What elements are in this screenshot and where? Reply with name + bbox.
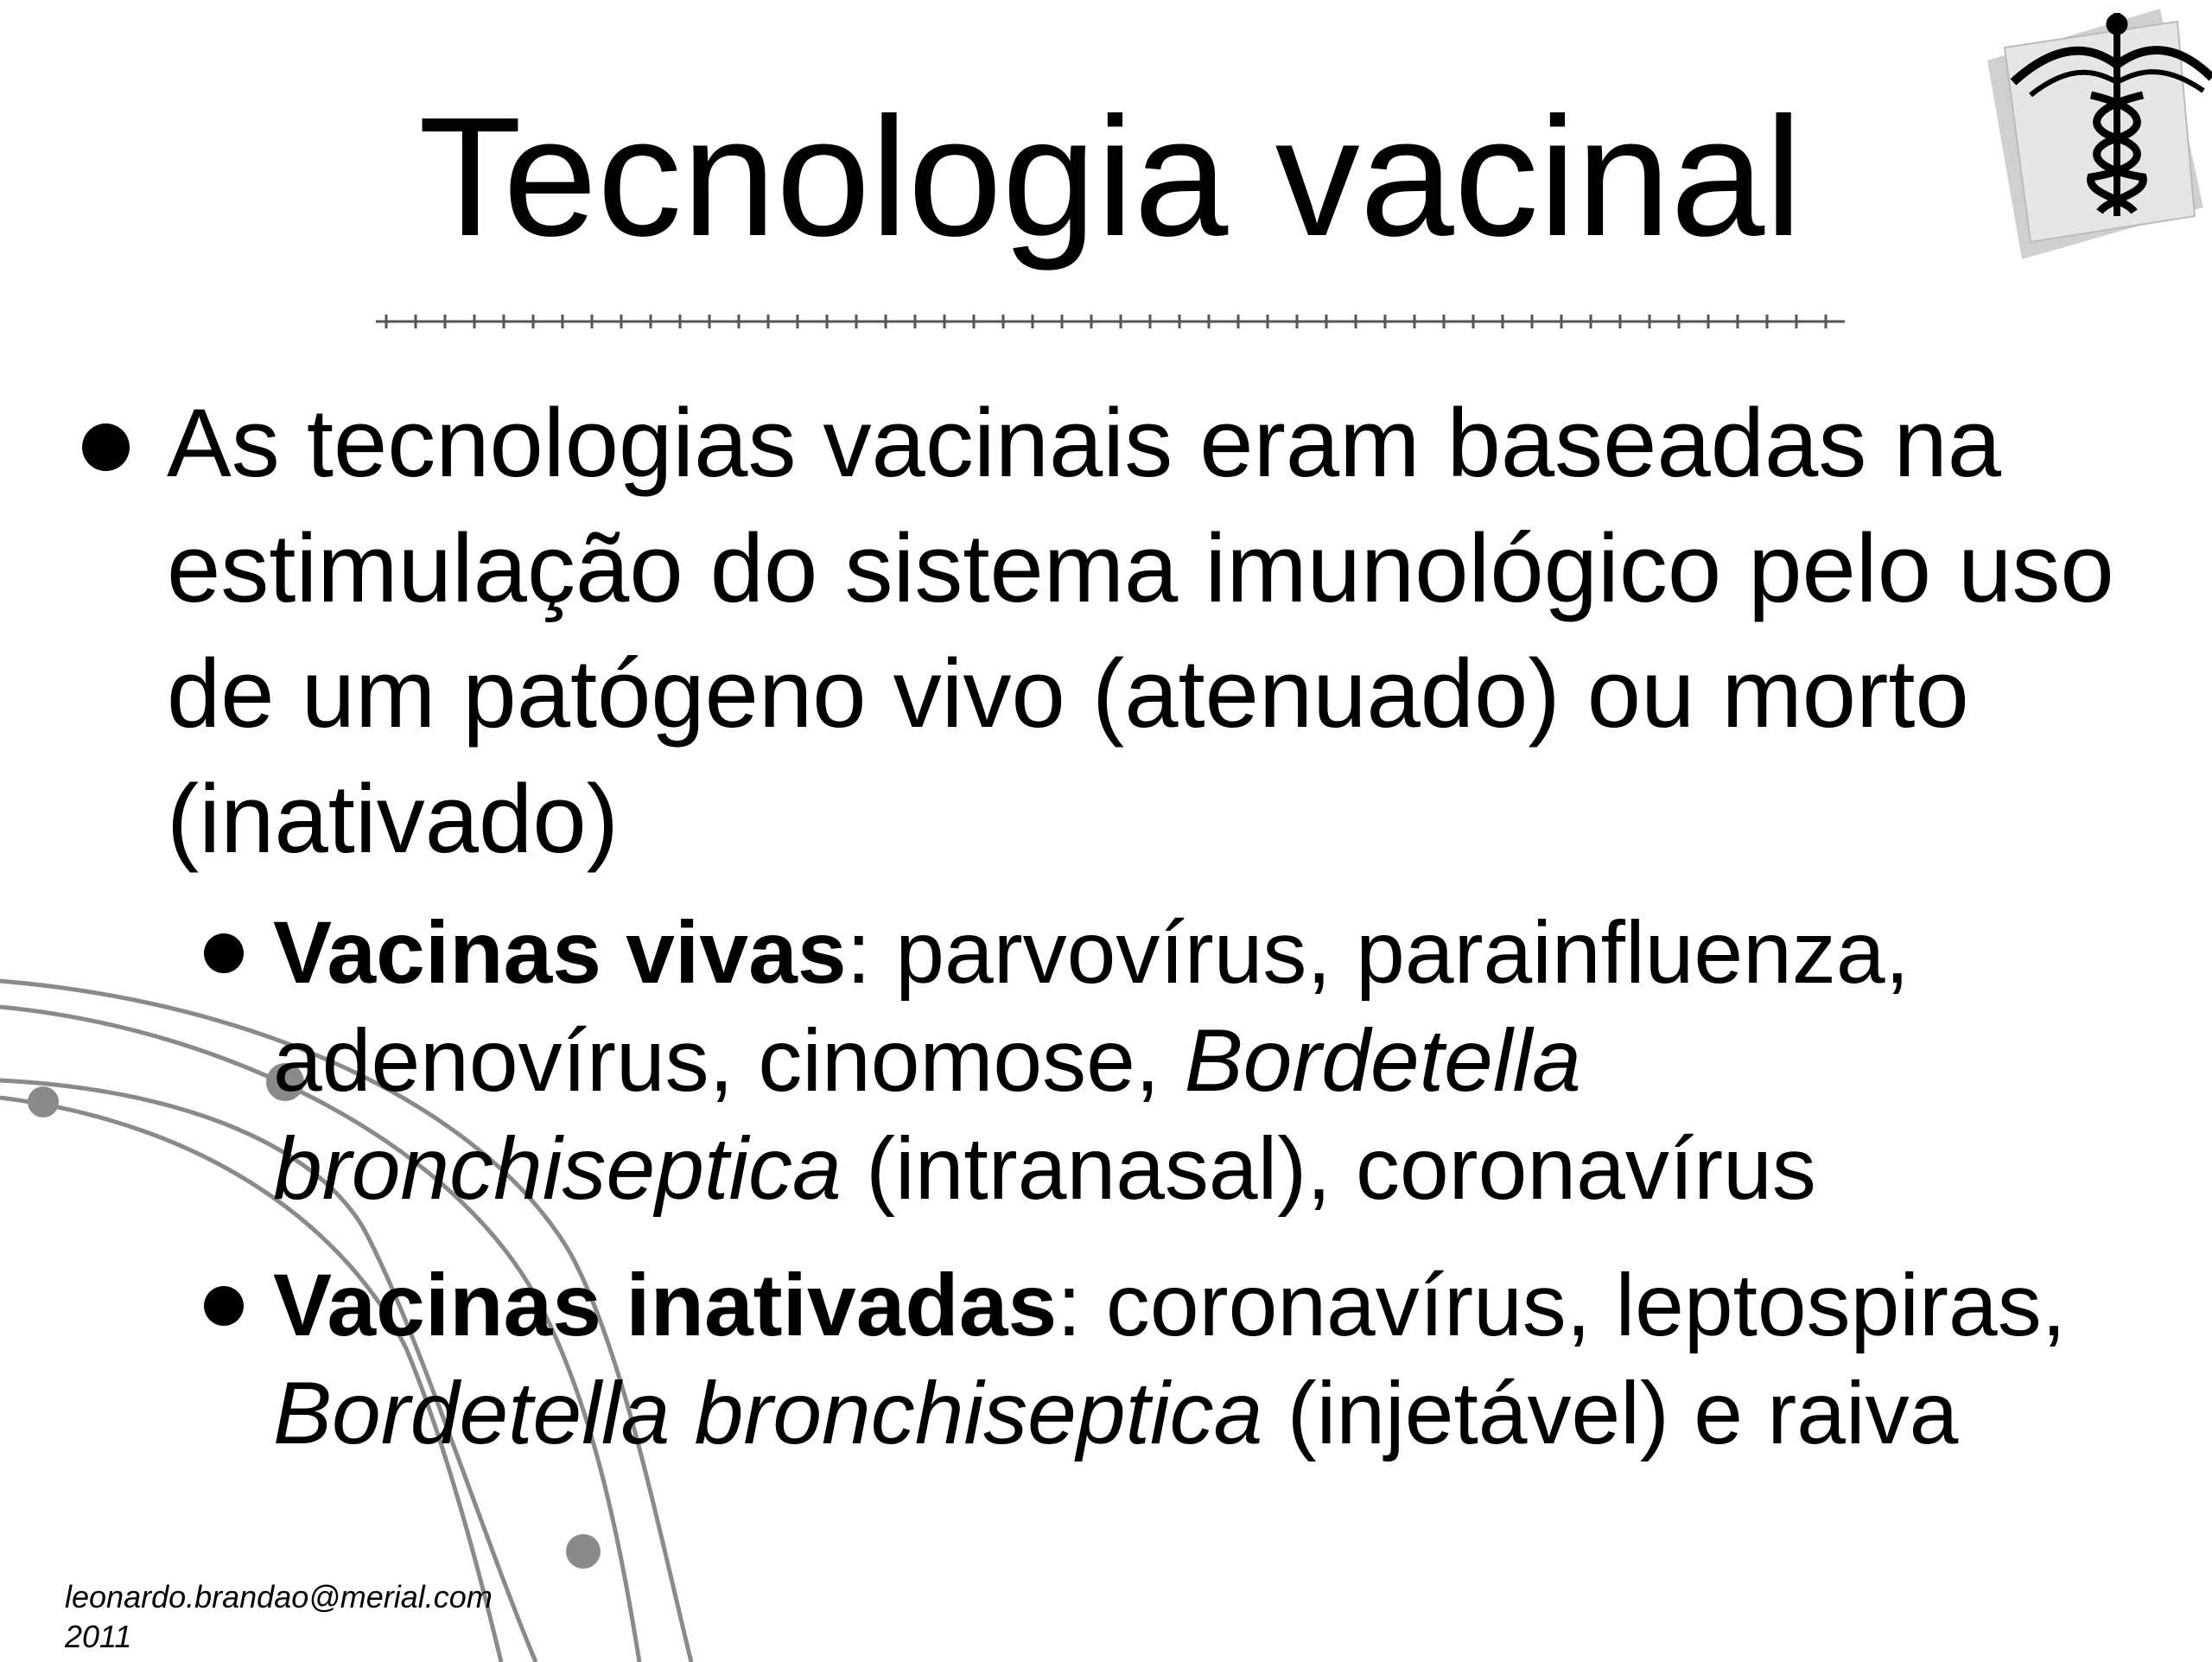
bullet-dot-icon bbox=[204, 1286, 244, 1326]
main-bullet bbox=[82, 380, 2190, 882]
vivas-text-2: (intranasal), coronavírus bbox=[841, 1119, 1816, 1218]
bullet-dot-icon bbox=[204, 933, 244, 973]
inativadas-sep: : bbox=[1057, 1256, 1106, 1354]
footer-year: 2011 bbox=[65, 1619, 132, 1654]
inativadas-label: Vacinas inativadas bbox=[273, 1256, 1058, 1354]
inativadas-text-2: (injetável) e raiva bbox=[1262, 1364, 1959, 1462]
vivas-italic: Bordetella bronchiseptica bbox=[273, 1011, 1581, 1218]
page-title: Tecnologia vacinal bbox=[418, 82, 1802, 271]
sub-bullet-vivas-text bbox=[273, 899, 2148, 1223]
footer bbox=[65, 1577, 493, 1657]
vivas-label: Vacinas vivas bbox=[273, 903, 847, 1002]
inativadas-italic: Bordetella bronchiseptica bbox=[273, 1364, 1263, 1462]
main-bullet-text: As tecnologias vacinais eram baseadas na estimulação do sistema imunológico pelo uso de um patógeno vivo (atenuado) ou morto (inativado) bbox=[167, 389, 2114, 873]
sub-bullet-vivas bbox=[204, 899, 2148, 1223]
sub-bullet-inativadas bbox=[204, 1251, 2148, 1468]
vivas-text-1: parvovírus, parainfluenza, adenovírus, cinomose, bbox=[273, 903, 1910, 1110]
inativadas-text-1: coronavírus, leptospiras, bbox=[1105, 1256, 2067, 1354]
footer-email: leonardo.brandao@merial.com bbox=[65, 1579, 493, 1614]
sub-bullet-inativadas-text bbox=[273, 1251, 2148, 1468]
bullet-dot-icon bbox=[82, 423, 130, 471]
vivas-sep: : bbox=[846, 903, 896, 1002]
